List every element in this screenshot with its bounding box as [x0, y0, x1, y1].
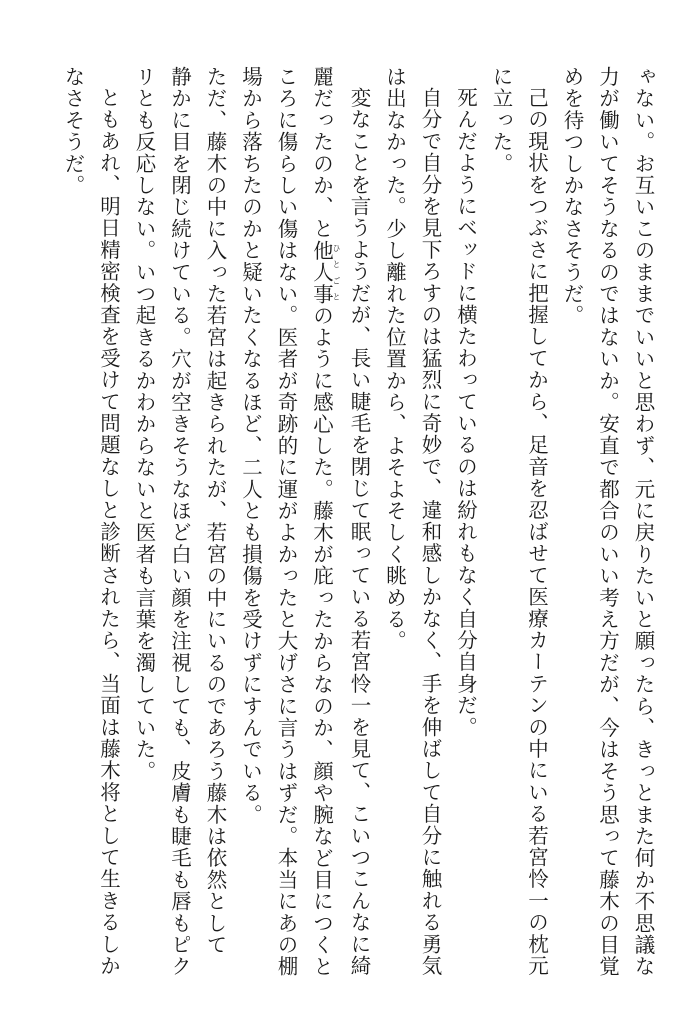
ruby-base: 他人事 [309, 239, 334, 305]
text-line: 変なことを言うようだが、長い睫毛を閉じて眠っている若宮怜一を見て、こいつこんなに綺 [347, 86, 371, 977]
text-line: 己の現状をつぶさに把握してから、足音を忍ばせて医療カーテンの中にいる若宮怜一の枕元 [524, 86, 549, 977]
text-line: めを待つしかなさそうだ。 [560, 66, 584, 327]
text-line: リとも反応しない。いつ起きるかわからないと医者も言葉を濁していた。 [132, 66, 156, 783]
text-line: 自分で自分を見下ろすのは猛烈に奇妙で、違和感しかなく、手を伸ばして自分に触れる勇気 [418, 86, 442, 977]
vertical-text-block [55, 66, 661, 978]
text-line: に立った。 [489, 66, 513, 175]
text-line: 死んだようにベッドに横たわっているのは紛れもなく自分自身だ。 [453, 86, 478, 738]
text-line: なさそうだ。 [61, 66, 85, 197]
text-line: 場から落ちたのかと疑いたくなるほど、二人とも損傷を受けずにすんでいる。 [238, 66, 263, 826]
text-line: ころに傷らしい傷はない。医者が奇跡的に運がよかったと大げさに言うはずだ。本当にあの棚 [274, 66, 298, 978]
ruby-annotation [309, 239, 341, 305]
text-line: ともあれ、明日精密検査を受けて問題なしと診断されたら、当面は藤木将として生きるしか [96, 86, 121, 977]
text-line: ゃない。お互いこのままでいいと思わず、元に戻りたいと願ったら、きっとまた何か不思議な [631, 66, 655, 978]
text-line: ただ、藤木の中に入った若宮は起きられたが、若宮の中にいるのであろう藤木は依然として [203, 66, 227, 956]
ruby-reading: ひとごと [332, 239, 341, 305]
text-segment: のように感心した。藤木が庇ったからなのか、顔や腕など目につくと [309, 304, 334, 978]
text-line: 静かに目を閉じ続けている。穴が空きそうなほど白い顔を注視しても、皮膚も睫毛も唇もピク [167, 66, 192, 978]
text-segment: 麗だったのか、と [309, 66, 334, 240]
text-line: 力が働いてそうなるのではないか。安直で都合のいい考え方だが、今はそう思って藤木の目覚 [595, 66, 620, 978]
text-line-with-ruby [303, 66, 341, 978]
text-line: は出なかった。少し離れた位置から、よそよそしく眺める。 [382, 66, 407, 652]
